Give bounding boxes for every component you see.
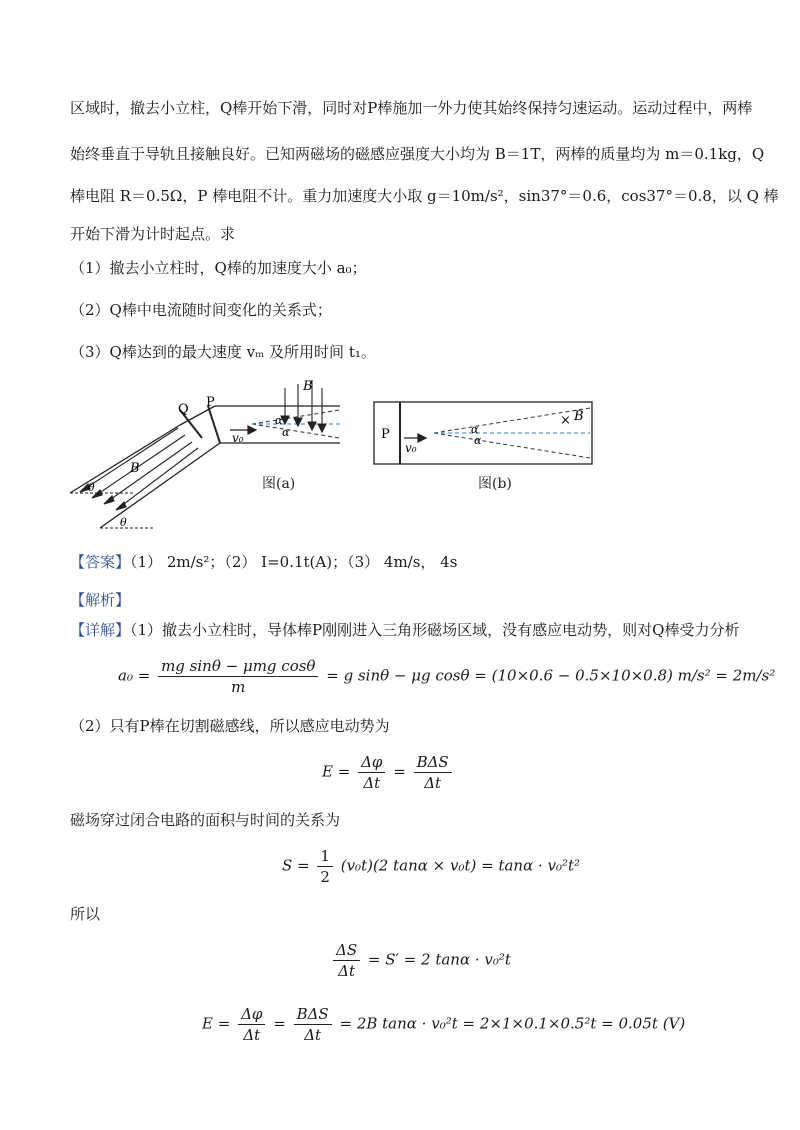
eq2-num1: Δφ (358, 752, 385, 773)
eq2-den2: Δt (424, 774, 442, 792)
eq5-den2: Δt (304, 1026, 322, 1044)
eq5-rhs: = 2B tanα · v₀²t = 2×1×0.1×0.5²t = 0.05t (V) (339, 1014, 686, 1033)
answer-tag: 【答案】 (70, 553, 131, 571)
detail-text-1: （1）撤去小立柱时，导体棒P刚刚进入三角形磁场区域，没有感应电动势，则对Q棒受力分析 (130, 621, 740, 639)
eq3-rhs: (v₀t)(2 tanα × v₀t) = tanα · v₀²t² (340, 856, 581, 875)
fig-b-label-alpha-2: α (474, 434, 482, 447)
eq3-den: 2 (320, 868, 330, 886)
eq1-lhs: a₀ = (118, 666, 151, 685)
equation-2 (322, 752, 455, 793)
fig-a-label-theta-1: θ (88, 481, 95, 494)
equation-1 (118, 656, 775, 697)
eq4-den: Δt (338, 962, 355, 980)
eq3-num: 1 (317, 846, 333, 867)
eq1-numerator: mg sinθ − μmg cosθ (158, 656, 318, 677)
fig-a-label-B-slope: B (130, 461, 140, 476)
figure-b (372, 400, 602, 470)
fig-b-label-v0: v₀ (405, 441, 417, 455)
detail-line-3: 磁场穿过闭合电路的面积与时间的关系为 (70, 811, 341, 829)
equation-4 (330, 940, 511, 981)
detail-line-4: 所以 (70, 905, 101, 923)
fig-a-label-alpha-2: α (282, 426, 290, 439)
analysis-line (70, 590, 130, 610)
eq5-num1: Δφ (238, 1004, 265, 1025)
eq2-den1: Δt (363, 774, 381, 792)
problem-line-1: 区域时，撤去小立柱，Q棒开始下滑，同时对P棒施加一外力使其始终保持匀速运动。运动过程中，两棒 (70, 99, 753, 117)
fig-a-label-P: P (206, 395, 215, 410)
fig-a-label-alpha-1: α (275, 414, 283, 427)
problem-line-3: 棒电阻 R＝0.5Ω，P 棒电阻不计。重力加速度大小取 g＝10m/s²，sin37°＝0.6，cos37°＝0.8，以 Q 棒 (70, 187, 779, 205)
eq5-num2: BΔS (294, 1004, 332, 1025)
fig-b-label-B: B (574, 409, 584, 424)
detail-tag: 【详解】 (70, 621, 131, 639)
eq2-fraction-1 (358, 752, 385, 793)
problem-line-4: 开始下滑为计时起点。求 (70, 225, 236, 243)
fig-b-label-alpha-1: α (471, 423, 479, 436)
question-2: （2）Q棒中电流随时间变化的关系式； (70, 301, 332, 319)
eq2-num2: BΔS (414, 752, 452, 773)
eq5-den1: Δt (243, 1026, 261, 1044)
question-1: （1）撤去小立柱时，Q棒的加速度大小 a₀； (70, 259, 367, 277)
eq5-lhs: E = (202, 1014, 231, 1033)
eq5-fraction-2 (294, 1004, 332, 1045)
answer-line (70, 552, 457, 572)
fig-a-label-Q: Q (178, 402, 189, 417)
eq1-fraction (158, 656, 318, 697)
question-3: （3）Q棒达到的最大速度 vₘ 及所用时间 t₁。 (70, 343, 376, 361)
figure-a (60, 380, 360, 530)
detail-line-1 (70, 620, 739, 640)
fig-b-label-P: P (381, 427, 390, 442)
eq4-num: ΔS (333, 940, 360, 961)
eq2-equals: = (393, 762, 406, 781)
eq2-lhs: E = (322, 762, 351, 781)
fig-a-label-v0: v₀ (232, 431, 244, 445)
answer-text: （1） 2m/s²；（2） I=0.1t(A)；（3） 4m/s， 4s (130, 553, 458, 571)
eq4-fraction (333, 940, 360, 981)
detail-line-2: （2）只有P棒在切割磁感线，所以感应电动势为 (70, 717, 390, 735)
figure-b-caption: 图(b) (478, 476, 512, 492)
eq5-fraction-1 (238, 1004, 265, 1045)
analysis-tag: 【解析】 (70, 591, 131, 609)
fig-a-label-B-top: B (303, 380, 313, 394)
problem-line-2: 始终垂直于导轨且接触良好。已知两磁场的磁感应强度大小均为 B＝1T，两棒的质量均为 m＝0.1kg，Q (70, 145, 765, 163)
eq5-equals: = (273, 1014, 286, 1033)
eq3-fraction (317, 846, 333, 887)
fig-a-label-theta-2: θ (120, 516, 127, 529)
eq1-rhs: = g sinθ − μg cosθ = (10×0.6 − 0.5×10×0.8) m/s² = 2m/s² (326, 666, 776, 685)
equation-3 (282, 846, 580, 887)
eq3-lhs: S = (282, 856, 310, 875)
equation-5 (202, 1004, 685, 1045)
figure-a-caption: 图(a) (262, 476, 296, 492)
eq2-fraction-2 (414, 752, 452, 793)
fig-b-cross: × (560, 413, 571, 428)
eq4-rhs: = S′ = 2 tanα · v₀²t (367, 950, 511, 969)
eq1-denominator: m (231, 678, 246, 696)
